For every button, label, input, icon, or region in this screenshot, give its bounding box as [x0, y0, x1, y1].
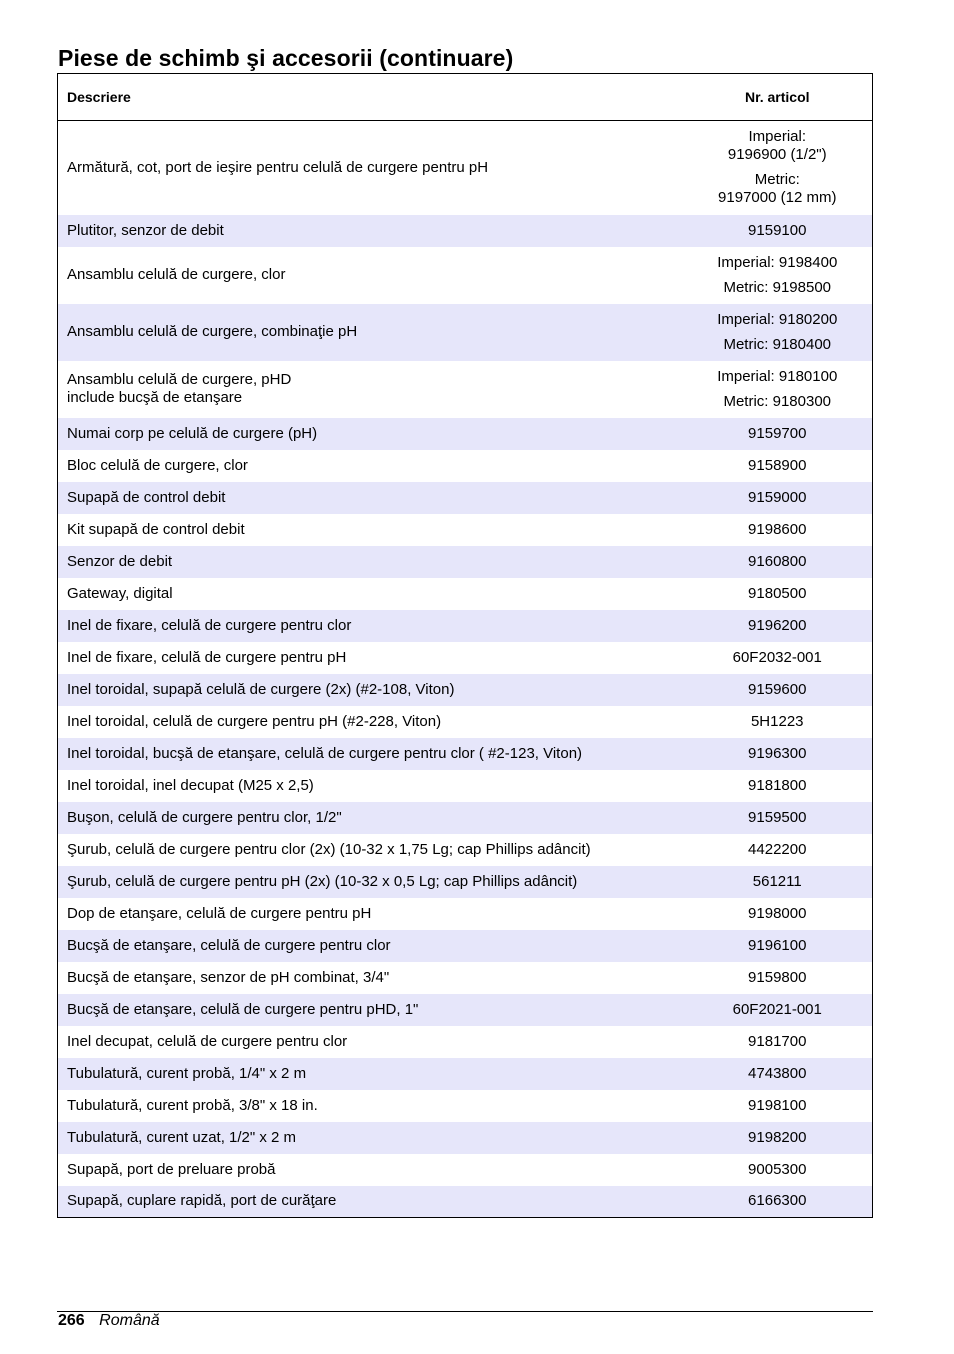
row-description: Senzor de debit	[58, 546, 683, 578]
table-row	[58, 578, 873, 610]
row-part-number: 9198200	[683, 1122, 873, 1154]
imperial-value: Imperial: 9198400	[717, 253, 838, 271]
page-title: Piese de schimb şi accesorii (continuare)	[58, 45, 514, 71]
row-description: Tubulatură, curent probă, 3/8" x 18 in.	[67, 1096, 318, 1114]
row-description: Supapă, port de preluare probă	[67, 1160, 276, 1178]
table-row	[58, 770, 873, 802]
row-part-number: 9159000	[683, 482, 873, 514]
page-footer	[58, 1312, 160, 1330]
table-header-row	[58, 74, 873, 121]
row-description: Şurub, celulă de curgere pentru clor (2x) (10-32 x 1,75 Lg; cap Phillips adâncit)	[67, 840, 591, 858]
metric-value: Metric: 9180300	[723, 392, 832, 410]
imperial-value: Imperial: 9180200	[717, 310, 838, 328]
metric-value: Metric: 9198500	[723, 278, 832, 296]
table-row	[58, 450, 873, 482]
row-description: Tubulatură, curent uzat, 1/2" x 2 m	[58, 1122, 683, 1154]
table-row	[58, 898, 873, 930]
row-part-number: 9159500	[683, 802, 873, 834]
imperial-value: Imperial: 9180100	[717, 367, 838, 385]
row-part-number	[683, 304, 873, 361]
row-description: Supapă, cuplare rapidă, port de curăţare	[58, 1186, 683, 1218]
table-row	[58, 215, 873, 247]
row-part-number: 9160800	[683, 546, 873, 578]
row-part-number: 9196100	[683, 930, 873, 962]
table-row	[58, 834, 873, 866]
table-row	[58, 866, 873, 898]
row-part-number: 9180500	[748, 584, 807, 602]
row-part-number: 9159800	[748, 968, 807, 986]
table-row	[58, 247, 873, 304]
row-part-number: 9198100	[748, 1096, 807, 1114]
table-row	[58, 610, 873, 642]
page-number: 266	[58, 1312, 85, 1329]
row-description: Supapă de control debit	[58, 482, 683, 514]
table-row	[58, 802, 873, 834]
row-description: Armătură, cot, port de ieşire pentru celulă de curgere pentru pH	[67, 158, 489, 176]
row-part-number: 561211	[683, 866, 873, 898]
row-description: Gateway, digital	[67, 584, 173, 602]
header-description: Descriere	[58, 74, 683, 121]
row-description: Tubulatură, curent probă, 1/4" x 2 m	[58, 1058, 683, 1090]
table-row	[58, 642, 873, 674]
row-description: Ansamblu celulă de curgere, clor	[67, 266, 286, 283]
parts-table	[57, 73, 873, 1218]
description-line1: Ansamblu celulă de curgere, pHD	[67, 371, 292, 388]
row-part-number	[683, 121, 873, 215]
row-part-number: 60F2032-001	[732, 648, 822, 666]
table-row	[58, 738, 873, 770]
table-row	[58, 1154, 873, 1186]
row-description: Şurub, celulă de curgere pentru pH (2x) (10-32 x 0,5 Lg; cap Phillips adâncit)	[58, 866, 683, 898]
header-part-number: Nr. articol	[683, 74, 873, 121]
table-row	[58, 418, 873, 450]
row-description: Plutitor, senzor de debit	[58, 215, 683, 247]
row-part-number: 9005300	[748, 1160, 807, 1178]
row-part-number: 6166300	[683, 1186, 873, 1218]
metric-value: 9197000 (12 mm)	[718, 189, 837, 207]
row-description: Inel toroidal, celulă de curgere pentru pH (#2-228, Viton)	[67, 712, 442, 730]
row-part-number: 9198600	[748, 520, 807, 538]
row-description: Bucşă de etanşare, celulă de curgere pentru clor	[58, 930, 683, 962]
row-description	[58, 361, 683, 418]
row-description: Buşon, celulă de curgere pentru clor, 1/2"	[58, 802, 683, 834]
row-description: Numai corp pe celulă de curgere (pH)	[58, 418, 683, 450]
row-part-number: 9159100	[683, 215, 873, 247]
table-row	[58, 1090, 873, 1122]
row-description: Inel de fixare, celulă de curgere pentru pH	[67, 648, 347, 666]
table-row	[58, 994, 873, 1026]
row-description: Inel toroidal, supapă celulă de curgere (2x) (#2-108, Viton)	[58, 674, 683, 706]
table-row	[58, 930, 873, 962]
row-description: Bloc celulă de curgere, clor	[67, 456, 248, 474]
row-part-number	[683, 361, 873, 418]
table-row	[58, 546, 873, 578]
footer-language: Română	[99, 1312, 160, 1329]
imperial-value: 9196900 (1/2")	[727, 146, 827, 164]
row-part-number: 9196200	[683, 610, 873, 642]
table-row	[58, 121, 873, 215]
table-row	[58, 514, 873, 546]
row-description: Inel decupat, celulă de curgere pentru clor	[67, 1032, 348, 1050]
row-part-number: 9181800	[748, 776, 807, 794]
table-row	[58, 706, 873, 738]
table-row	[58, 1122, 873, 1154]
row-part-number: 9158900	[748, 456, 807, 474]
row-description: Bucşă de etanşare, celulă de curgere pentru pHD, 1"	[58, 994, 683, 1026]
row-part-number: 9159700	[683, 418, 873, 450]
table-row	[58, 482, 873, 514]
row-part-number: 5H1223	[750, 712, 804, 730]
row-description: Inel toroidal, bucşă de etanşare, celulă de curgere pentru clor ( #2-123, Viton)	[58, 738, 683, 770]
footer-divider	[57, 1311, 873, 1312]
table-row	[58, 1058, 873, 1090]
description-line2: include bucşă de etanşare	[67, 389, 243, 406]
table-row	[58, 361, 873, 418]
table-row	[58, 674, 873, 706]
imperial-label: Imperial:	[748, 128, 807, 146]
row-part-number: 9181700	[748, 1032, 807, 1050]
row-part-number: 4743800	[683, 1058, 873, 1090]
row-part-number: 4422200	[748, 840, 807, 858]
metric-label: Metric:	[754, 171, 800, 189]
row-part-number: 60F2021-001	[683, 994, 873, 1026]
table-row	[58, 962, 873, 994]
row-part-number: 9198000	[748, 904, 807, 922]
table-row	[58, 1186, 873, 1218]
table-row	[58, 304, 873, 361]
row-description: Inel toroidal, inel decupat (M25 x 2,5)	[67, 776, 314, 794]
row-part-number	[683, 247, 873, 304]
row-description: Dop de etanşare, celulă de curgere pentru pH	[67, 904, 372, 922]
row-description: Bucşă de etanşare, senzor de pH combinat, 3/4"	[67, 968, 390, 986]
table-row	[58, 1026, 873, 1058]
row-part-number: 9159600	[683, 674, 873, 706]
row-description: Kit supapă de control debit	[67, 520, 245, 538]
row-description: Ansamblu celulă de curgere, combinaţie pH	[58, 304, 683, 361]
row-part-number: 9196300	[683, 738, 873, 770]
metric-value: Metric: 9180400	[723, 335, 832, 353]
row-description: Inel de fixare, celulă de curgere pentru clor	[58, 610, 683, 642]
